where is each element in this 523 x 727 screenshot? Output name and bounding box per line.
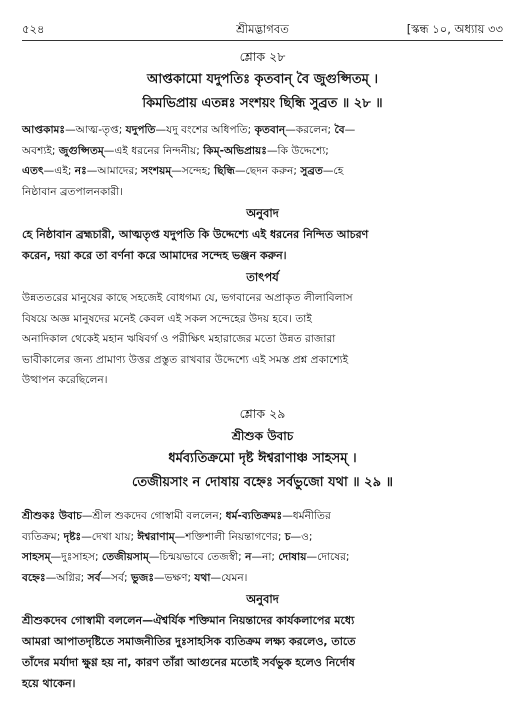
synonyms-line: ব্যতিক্রম; দৃষ্টঃ—দেখা যায়; ঈশ্বরাণাম্—শক্তিশালী নিয়ন্তাগণের; চ—ও; [22,530,313,543]
sloka-28-verse-line: আপ্তকামো যদুপতিঃ কৃতবান্ বৈ জুগুপ্সিতম্ । [147,72,378,87]
translation-line: তাঁদের মর্যাদা ক্ষুণ্ণ হয় না, কারণ তাঁরা আগুনের মতোই সর্বভুক হলেও নির্দোষ [22,656,355,669]
translation-line: করেন, দয়া করে তা বর্ণনা করে আমাদের সন্দেহ ভঞ্জন করুন। [22,249,287,262]
purport-line: ভাবীকালের জন্য প্রামাণ্য উত্তর প্রস্তুত রাখবার উদ্দেশ্যে এই সমস্ত প্রশ্ন প্রকাশ্যেই [22,353,349,366]
synonyms-line: এতৎ—এই; নঃ—আমাদের; সংশয়ম্—সন্দেহ; ছিন্ধি—ছেদন করুন; সুব্রত—হে [22,165,344,177]
sloka-29-translation [22,610,503,694]
sloka-28-translation [22,224,503,266]
sloka-28-translation-heading: অনুবাদ [246,206,279,220]
synonyms-line: সাহসম্—দুঃসাহস; তেজীয়সাম্—চিন্ময়ভাবে তেজস্বী; ন—না; দোষায়—দোষের; [22,551,350,563]
sloka-28-synonyms [22,120,503,202]
synonyms-line: বহ্নেঃ—অগ্নির; সর্ব—সর্ব; ভুজঃ—ভক্ষণ; যথা—যেমন। [22,571,248,584]
synonyms-line: শ্রীশুকঃ উবাচ—শ্রীল শুকদেব গোস্বামী বললেন; ধর্ম-ব্যতিক্রমঃ—ধর্মনীতির [22,510,331,522]
book-title: শ্রীমদ্ভাগবত [236,22,289,36]
purport-line: উত্থাপন করেছিলেন। [22,374,108,386]
translation-line: হয়ে থাকেন। [22,677,76,690]
purport-line: বিষয়ে অজ্ঞ মানুষদের মনেই কেবল এই সকল সন্দেহের উদয় হবে। তাই [22,312,312,325]
sloka-29-translation-heading: অনুবাদ [246,592,279,606]
translation-line: শ্রীশুকদেব গোস্বামী বললেন—ঐশ্বর্যিক শক্তিমান নিয়ন্তাদের কার্যকলাপের মধ্যে [22,614,355,627]
sloka-29-heading: শ্লোক ২৯ [239,406,286,421]
sloka-29-speaker: শ্রীশুক উবাচ [231,429,294,443]
sloka-29-synonyms [22,506,503,588]
sloka-29-verse-line: তেজীয়সাং ন দোষায় বহ্নেঃ সর্বভুজো যথা ॥ ২৯ ॥ [132,475,393,490]
purport-line: অনাদিকাল থেকেই মহান ঋষিবর্গ ও পরীক্ষিৎ মহারাজের মতো উন্নত রাজারা [22,333,336,345]
sloka-28-purport-heading: তাৎপর্য [246,270,279,284]
sloka-29-verse-line: ধর্মব্যতিক্রমো দৃষ্ট ঈশ্বরাণাঞ্চ সাহসম্ । [168,451,357,466]
sloka-28-purport [22,288,503,391]
synonyms-line: আপ্তকামঃ—আত্ম-তৃপ্ত; যদুপতি—যদু বংশের অধিপতি; কৃতবান্—করলেন; বৈ— [22,124,356,136]
synonyms-line: অবশ্যই; জুগুপ্সিতম্—এই ধরনের নিন্দনীয়; কিম্-অভিপ্রায়ঃ—কি উদ্দেশ্যে; [22,144,329,157]
sloka-28-heading: শ্লোক ২৮ [239,49,286,64]
sloka-28-verse-line: কিমভিপ্রায় এতন্নঃ সংশয়ং ছিন্ধি সুব্রত ॥ ২৮ ॥ [142,96,383,111]
translation-line: হে নিষ্ঠাবান ব্রহ্মচারী, আত্মতৃপ্ত যদুপতি কি উদ্দেশ্যে এই ধরনের নিন্দিত আচরণ [22,228,369,241]
page-number: ৫২৪ [22,22,45,36]
page-header [22,20,503,38]
header-rule [22,40,503,41]
translation-line: আমরা আপাতদৃষ্টিতে সমাজনীতির দুঃসাহসিক ব্যতিক্রম লক্ষ্য করলেও, তাতে [22,635,356,648]
purport-line: উন্নততরের মানুষের কাছে সহজেই বোধগম্য যে, ভগবানের অপ্রাকৃত লীলাবিলাস [22,292,353,304]
synonyms-line: নিষ্ঠাবান ব্রতপালনকারী। [22,185,124,198]
chapter-reference: [স্কন্ধ ১০, অধ্যায় ৩৩ [406,22,503,36]
